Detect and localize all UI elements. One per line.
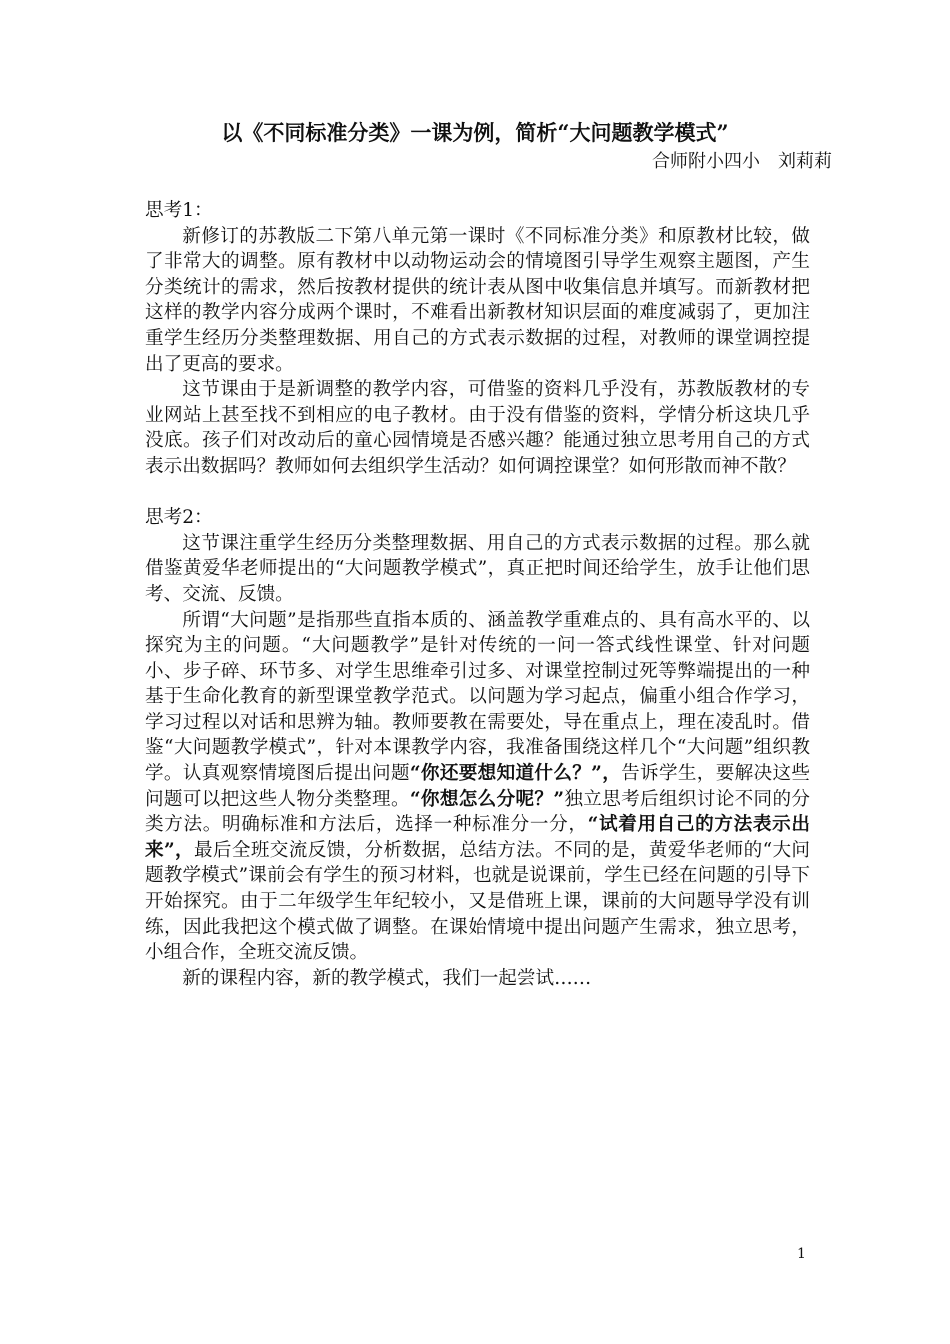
section-1-heading: 思考1： (145, 200, 213, 221)
key-question-3: “试着用自己的方法表示出来”， (145, 814, 810, 861)
section-2-paragraph-2 (145, 608, 810, 966)
document-title: 以《不同标准分类》一课为例，简析“大问题教学模式” (221, 120, 729, 145)
section-2-paragraph-3: 新的课程内容，新的教学模式，我们一起尝试…… (182, 967, 592, 989)
paragraph-text: 独立思考后组织讨论不同的分类方法。明确标准和方法后，选择一种标准分一分， (145, 788, 810, 836)
page-number: 1 (797, 1246, 806, 1262)
key-question-2: “你想怎么分呢？” (409, 788, 565, 810)
section-1-paragraph-1: 新修订的苏教版二下第八单元第一课时《不同标准分类》和原教材比较，做了非常大的调整。原有教材中以动物运动会的情境图引导学生观察主题图，产生分类统计的需求，然后按教材提供的统计表从图中收集信息并填写。而新教材把这样的教学内容分成两个课时，不难看出新教材知识层面的难度减弱了，更加注重学生经历分类整理数据、用自己的方式表示数据的过程，对教师的课堂调控提出了更高的要求。 (145, 225, 810, 375)
key-question-1: “你还要想知道什么？”， (409, 763, 622, 785)
author-line: 合师附小四小 刘莉莉 (652, 151, 832, 172)
paragraph-text: 告诉学生，要解决这些问题可以把这些人物分类整理。 (145, 763, 810, 810)
section-1-paragraph-2: 这节课由于是新调整的教学内容，可借鉴的资料几乎没有，苏教版教材的专业网站上甚至找不到相应的电子教材。由于没有借鉴的资料，学情分析这块几乎没底。孩子们对改动后的童心园情境是否感兴趣？能通过独立思考用自己的方式表示出数据吗？教师如何去组织学生活动？如何调控课堂？如何形散而神不散？ (145, 379, 810, 477)
section-2-paragraph-1: 这节课注重学生经历分类整理数据、用自己的方式表示数据的过程。那么就借鉴黄爱华老师提出的“大问题教学模式”，真正把时间还给学生，放手让他们思考、交流、反馈。 (145, 532, 810, 605)
paragraph-text: 所谓“大问题”是指那些直指本质的、涵盖教学重难点的、具有高水平的、以探究为主的问题。“大问题教学”是针对传统的一问一答式线性课堂、针对问题小、步子碎、环节多、对学生思维牵引过多、对课堂控制过死等弊端提出的一种基于生命化教育的新型课堂教学范式。以问题为学习起点，偏重小组合作学习，学习过程以对话和思辨为轴。教师要教在需要处，导在重点上，理在凌乱时。借鉴“大问题教学模式”，针对本课教学内容，我准备围绕这样几个“大问题”组织教学。认真观察情境图后提出问题 (145, 609, 810, 785)
section-2-heading: 思考2： (145, 507, 213, 529)
document-body (145, 198, 810, 991)
section-spacer (145, 480, 810, 506)
paragraph-text: 最后全班交流反馈，分析数据，总结方法。不同的是，黄爱华老师的“大问题教学模式”课前会有学生的预习材料，也就是说课前，学生已经在问题的引导下开始探究。由于二年级学生年纪较小，又是借班上课，课前的大问题导学没有训练，因此我把这个模式做了调整。在课始情境中提出问题产生需求，独立思考，小组合作，全班交流反馈。 (145, 839, 810, 964)
